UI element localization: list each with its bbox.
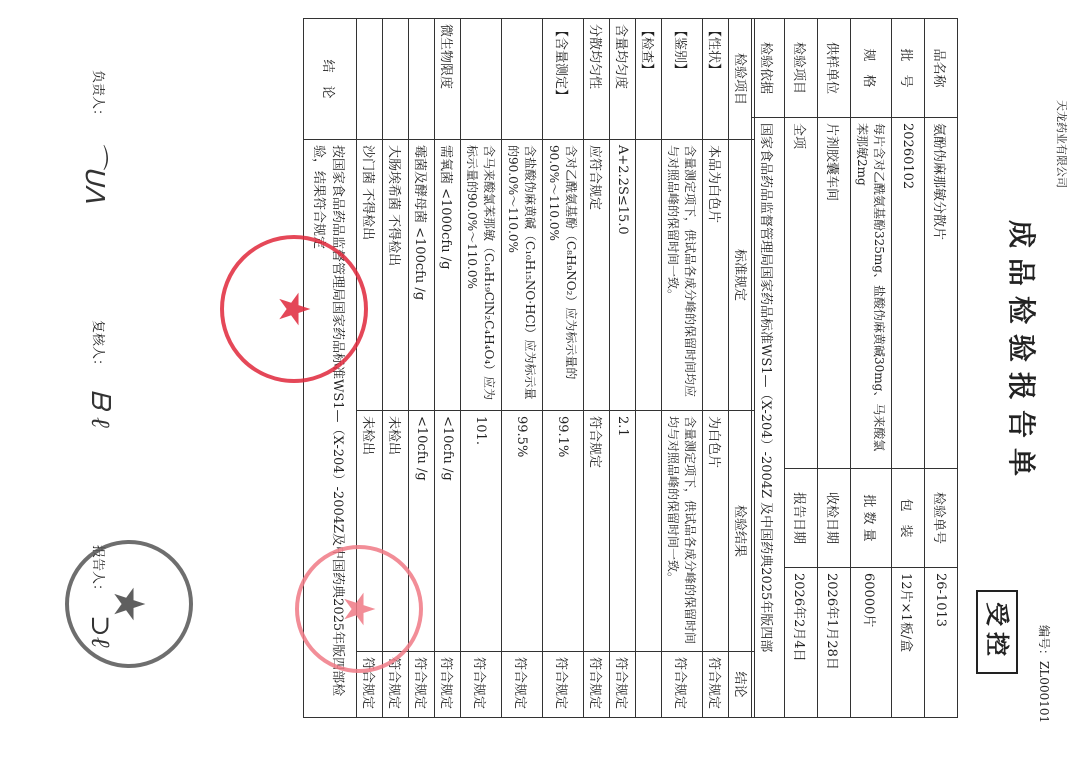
result-value xyxy=(636,411,662,652)
result-value: <10cfu /g xyxy=(435,411,461,652)
result-item: 【性状】 xyxy=(703,19,729,140)
value-test-items: 全项 xyxy=(785,118,818,469)
result-item xyxy=(383,19,409,140)
label-product-name: 品名称 xyxy=(925,19,958,118)
seal-star-icon: ★ xyxy=(337,591,382,627)
result-value: 未检出 xyxy=(383,411,409,652)
result-item xyxy=(502,19,543,140)
result-item xyxy=(461,19,502,140)
label-report-date: 报告日期 xyxy=(785,469,818,568)
company-seal-grey xyxy=(65,540,193,668)
result-standard: 本品为白色片 xyxy=(703,140,729,411)
value-package: 12片×1板/盒 xyxy=(892,568,925,718)
result-item xyxy=(409,19,435,140)
document-number: 编号：ZL000101 xyxy=(1037,625,1051,724)
label-test-number: 检验单号 xyxy=(925,469,958,568)
table-row xyxy=(662,19,703,718)
header-conclusion: 结论 xyxy=(729,652,755,718)
result-conclusion: 符合规定 xyxy=(435,652,461,718)
table-row xyxy=(610,19,636,718)
result-standard: 含马来酸氯苯那敏（C₁₆H₁₉ClN₂C₄H₄O₄）应为标示量的90.0%～110.0% xyxy=(461,140,502,411)
label-basis: 检验依据 xyxy=(752,19,785,118)
result-conclusion: 符合规定 xyxy=(610,652,636,718)
result-conclusion: 符合规定 xyxy=(461,652,502,718)
header-result: 检验结果 xyxy=(729,411,755,652)
result-value: 99.1% xyxy=(543,411,584,652)
label-receive-date: 收检日期 xyxy=(818,469,851,568)
result-conclusion: 符合规定 xyxy=(502,652,543,718)
result-value: 未检出 xyxy=(357,411,383,652)
result-standard: A+2.2S≤15.0 xyxy=(610,140,636,411)
report-title: 成品检验报告单 xyxy=(1005,220,1038,487)
result-standard: 大肠埃希菌 不得检出 xyxy=(383,140,409,411)
result-value: 为白色片 xyxy=(703,411,729,652)
result-standard: 沙门菌 不得检出 xyxy=(357,140,383,411)
label-test-items: 检验项目 xyxy=(785,19,818,118)
seal-star-icon: ★ xyxy=(272,291,317,327)
value-batch: 20260102 xyxy=(892,118,925,469)
table-row xyxy=(636,19,662,718)
seal-star-icon: ★ xyxy=(107,586,152,622)
responsible-label: 负责人： xyxy=(90,70,105,123)
result-conclusion: 符合规定 xyxy=(409,652,435,718)
result-item: 【鉴别】 xyxy=(662,19,703,140)
result-value: 含量测定项下，供试品各成分峰的保留时间均与对照品峰的保留时间一致。 xyxy=(662,411,703,652)
label-spec: 规 格 xyxy=(851,19,892,118)
label-batch: 批 号 xyxy=(892,19,925,118)
value-test-number: 26-1013 xyxy=(925,568,958,718)
info-table xyxy=(751,18,958,718)
value-supplier: 片剂胶囊车间 xyxy=(818,118,851,469)
result-value: 101. xyxy=(461,411,502,652)
value-spec: 每片含对乙酰氨基酚325mg、盐酸伪麻黄碱30mg、马来酸氯苯那敏2mg xyxy=(851,118,892,469)
result-item: 分散均匀性 xyxy=(584,19,610,140)
result-standard: 含对乙酰氨基酚（C₈H₉NO₂）应为标示量的90.0%～110.0% xyxy=(543,140,584,411)
result-value: 99.5% xyxy=(502,411,543,652)
result-conclusion: 符合规定 xyxy=(662,652,703,718)
header-standard: 标准规定 xyxy=(729,140,755,411)
table-row xyxy=(502,19,543,718)
result-standard: 应符合规定 xyxy=(584,140,610,411)
company-seal-red xyxy=(220,235,368,383)
reviewer-signature: ᗷ ℓ xyxy=(85,390,115,428)
result-conclusion: 符合规定 xyxy=(584,652,610,718)
label-supplier: 供样单位 xyxy=(818,19,851,118)
reporter-signature: ⊃ℓ xyxy=(85,615,115,648)
value-product-name: 氨酚伪麻那敏分散片 xyxy=(925,118,958,469)
value-quantity: 60000片 xyxy=(851,568,892,718)
result-standard: 含量测定项下，供试品各成分峰的保留时间均应与对照品峰的保留时间一致。 xyxy=(662,140,703,411)
result-conclusion: 符合规定 xyxy=(383,652,409,718)
result-value: <10cfu /g xyxy=(409,411,435,652)
table-row xyxy=(584,19,610,718)
result-item: 【含量测定】 xyxy=(543,19,584,140)
label-package: 包 装 xyxy=(892,469,925,568)
table-row xyxy=(435,19,461,718)
value-report-date: 2026年2月4日 xyxy=(785,568,818,718)
controlled-stamp: 受控 xyxy=(976,590,1018,674)
conclusion-label: 结 论 xyxy=(304,19,357,140)
result-value: 符合规定 xyxy=(584,411,610,652)
result-value: 2.1 xyxy=(610,411,636,652)
reporter-label: 报告人： xyxy=(90,545,105,598)
result-conclusion: 符合规定 xyxy=(357,652,383,718)
result-item: 微生物限度 xyxy=(435,19,461,140)
result-standard: 含盐酸伪麻黄碱（C₁₀H₁₅NO·HCl）应为标示量的90.0%～110.0% xyxy=(502,140,543,411)
result-standard: 需氧菌 <1000cfu /g xyxy=(435,140,461,411)
table-row xyxy=(543,19,584,718)
result-item: 【检查】 xyxy=(636,19,662,140)
result-conclusion xyxy=(636,652,662,718)
responsible-signature: ⌒ᑌᐱ xyxy=(79,140,109,203)
label-quantity: 批 数 量 xyxy=(851,469,892,568)
value-receive-date: 2026年1月28日 xyxy=(818,568,851,718)
result-conclusion: 符合规定 xyxy=(703,652,729,718)
company-seal-pink xyxy=(295,545,423,673)
value-basis: 国家食品药品监督管理局国家药品标准WS1—（X-204）-2004Z 及中国药典2025年版四部 xyxy=(752,118,785,718)
table-row xyxy=(703,19,729,718)
reviewer-label: 复核人： xyxy=(90,320,105,373)
result-item xyxy=(357,19,383,140)
conclusion-text: 按国家食品药品监督管理局国家药品标准WS1—（X-204）-2004Z及中国药典2025年版四部检验，结果符合规定 xyxy=(304,140,357,718)
company-name: 天龙药业有限公司 xyxy=(1055,100,1068,188)
result-standard: 霉菌及酵母菌 <100cfu /g xyxy=(409,140,435,411)
table-row xyxy=(461,19,502,718)
result-item: 含量均匀度 xyxy=(610,19,636,140)
header-item: 检验项目 xyxy=(729,19,755,140)
result-standard xyxy=(636,140,662,411)
result-conclusion: 符合规定 xyxy=(543,652,584,718)
